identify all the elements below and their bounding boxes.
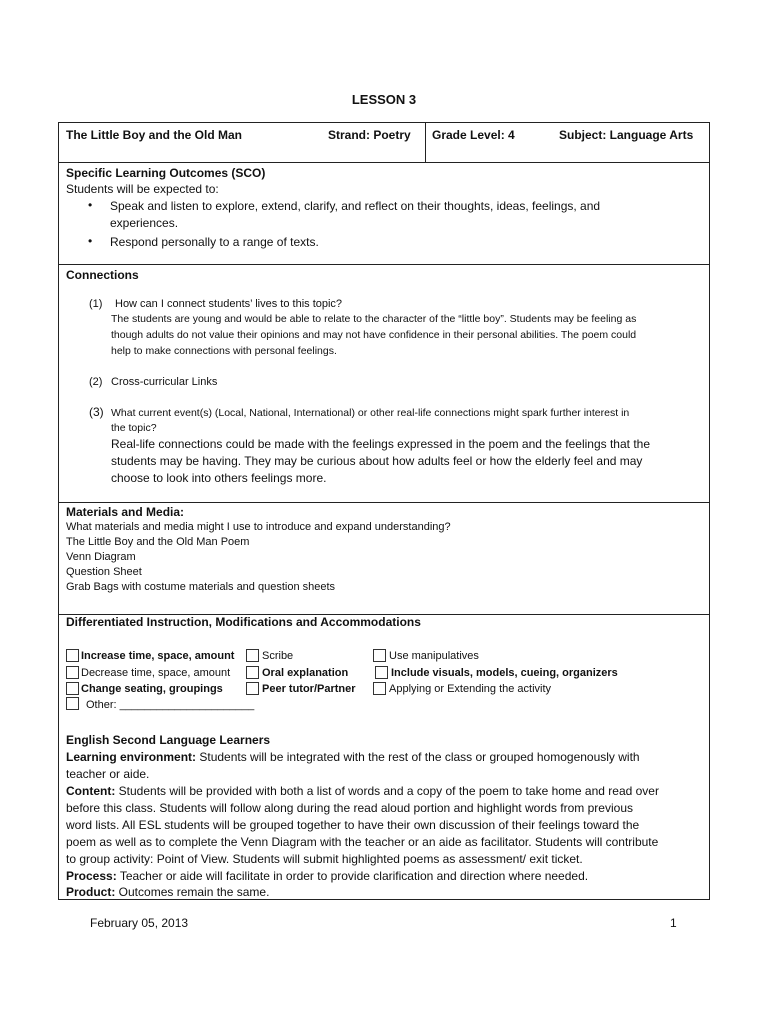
option-oral-explanation: Oral explanation: [262, 667, 349, 679]
option-scribe: Scribe: [262, 650, 294, 662]
sco-intro: Students will be expected to:: [66, 182, 219, 196]
question-number: (2): [89, 376, 103, 388]
question-number: (1): [89, 298, 103, 310]
connections-heading: Connections: [66, 268, 139, 282]
connections-answer-3-line3: choose to look into others feelings more.: [111, 471, 327, 485]
checkbox-use-manipulatives[interactable]: [373, 649, 386, 662]
option-increase-time: Increase time, space, amount: [81, 650, 235, 662]
connections-question-2: Cross-curricular Links: [111, 376, 218, 388]
text: Students will be provided with both a list of words and a copy of the poem to take home and read over: [115, 784, 659, 798]
lesson-name: The Little Boy and the Old Man: [66, 128, 243, 142]
process-line: [66, 869, 588, 883]
checkbox-other[interactable]: [66, 697, 79, 710]
option-other: Other: ______________________: [86, 699, 255, 711]
lesson-plan-table: [58, 122, 710, 900]
header-divider: [425, 123, 426, 162]
product-line: [66, 885, 269, 899]
text: Students will be integrated with the rest of the class or grouped homogenously with: [196, 750, 640, 764]
header-row: [59, 123, 709, 163]
connections-answer-1-line1: The students are young and would be able to relate to the character of the “little boy”. Students may be feeling as: [111, 313, 637, 325]
materials-item: Question Sheet: [66, 566, 142, 578]
lesson-title: LESSON 3: [351, 92, 417, 107]
learning-environment-line1: [66, 750, 640, 764]
option-applying-extending: Applying or Extending the activity: [389, 683, 552, 695]
footer-date: February 05, 2013: [90, 916, 189, 930]
checkbox-peer-tutor[interactable]: [246, 682, 259, 695]
connections-section: [59, 265, 709, 503]
grade-level: Grade Level: 4: [432, 128, 515, 142]
connections-answer-3-line1: Real-life connections could be made with the feelings expressed in the poem and the feelings that the: [111, 437, 651, 451]
option-include-visuals: Include visuals, models, cueing, organizers: [391, 667, 618, 679]
learning-environment-line2: teacher or aide.: [66, 767, 150, 781]
question-number: (3): [89, 405, 104, 419]
esl-heading: English Second Language Learners: [66, 733, 271, 747]
connections-answer-1-line3: help to make connections with personal feelings.: [111, 345, 337, 357]
connections-question-1: How can I connect students’ lives to this topic?: [115, 298, 343, 310]
checkbox-change-seating[interactable]: [66, 682, 79, 695]
sco-bullet2: Respond personally to a range of texts.: [110, 235, 319, 249]
materials-question: What materials and media might I use to introduce and expand understanding?: [66, 521, 451, 533]
materials-item: Grab Bags with costume materials and question sheets: [66, 581, 336, 593]
materials-item: Venn Diagram: [66, 551, 136, 563]
connections-question-3-line2: the topic?: [111, 422, 157, 434]
differentiated-heading: Differentiated Instruction, Modifications and Accommodations: [66, 615, 421, 629]
sco-bullet1-line2: experiences.: [110, 216, 179, 230]
text: Outcomes remain the same.: [115, 885, 270, 899]
materials-heading: Materials and Media:: [66, 505, 185, 519]
differentiated-section: [59, 615, 709, 900]
content-line5: to group activity: Point of View. Students will submit highlighted poems as assessment/ exit ticket.: [66, 852, 583, 866]
content-line4: poem as well as to complete the Venn Diagram with the teacher or an aide as facilitator. Students will contribute: [66, 835, 659, 849]
materials-section: [59, 503, 709, 615]
text: Teacher or aide will facilitate in order to provide clarification and direction where needed.: [116, 869, 589, 883]
sco-section: [59, 163, 709, 265]
checkbox-decrease-time[interactable]: [66, 666, 79, 679]
strand: Strand: Poetry: [328, 128, 411, 142]
label: Product:: [66, 885, 116, 899]
content-line2: before this class. Students will follow along during the read aloud portion and highlight words from previous: [66, 801, 633, 815]
bullet-icon: •: [88, 198, 93, 212]
sco-bullet1-line1: Speak and listen to explore, extend, clarify, and reflect on their thoughts, ideas, feelings, and: [110, 199, 601, 213]
content-line1: [66, 784, 659, 798]
option-peer-tutor: Peer tutor/Partner: [262, 683, 356, 695]
connections-answer-1-line2: though adults do not value their opinions and may not have confidence in their personal abilities. The poem could: [111, 329, 637, 341]
checkbox-increase-time[interactable]: [66, 649, 79, 662]
checkbox-include-visuals[interactable]: [375, 666, 388, 679]
option-use-manipulatives: Use manipulatives: [389, 650, 479, 662]
label: Process:: [66, 869, 117, 883]
sco-heading: Specific Learning Outcomes (SCO): [66, 166, 266, 180]
checkbox-applying-extending[interactable]: [373, 682, 386, 695]
option-decrease-time: Decrease time, space, amount: [81, 667, 231, 679]
option-change-seating: Change seating, groupings: [81, 683, 223, 695]
page-number: 1: [670, 916, 677, 930]
label: Learning environment:: [66, 750, 197, 764]
connections-answer-3-line2: students may be having. They may be curious about how adults feel or how the elderly feel and may: [111, 454, 643, 468]
connections-question-3-line1: What current event(s) (Local, National, International) or other real-life connections might spark further interest in: [111, 407, 630, 419]
label: Content:: [66, 784, 116, 798]
bullet-icon: •: [88, 234, 93, 248]
subject: Subject: Language Arts: [559, 128, 694, 142]
checkbox-oral-explanation[interactable]: [246, 666, 259, 679]
checkbox-scribe[interactable]: [246, 649, 259, 662]
materials-item: The Little Boy and the Old Man Poem: [66, 536, 250, 548]
content-line3: word lists. All ESL students will be grouped together to have their own discussion of their feelings toward the: [66, 818, 640, 832]
